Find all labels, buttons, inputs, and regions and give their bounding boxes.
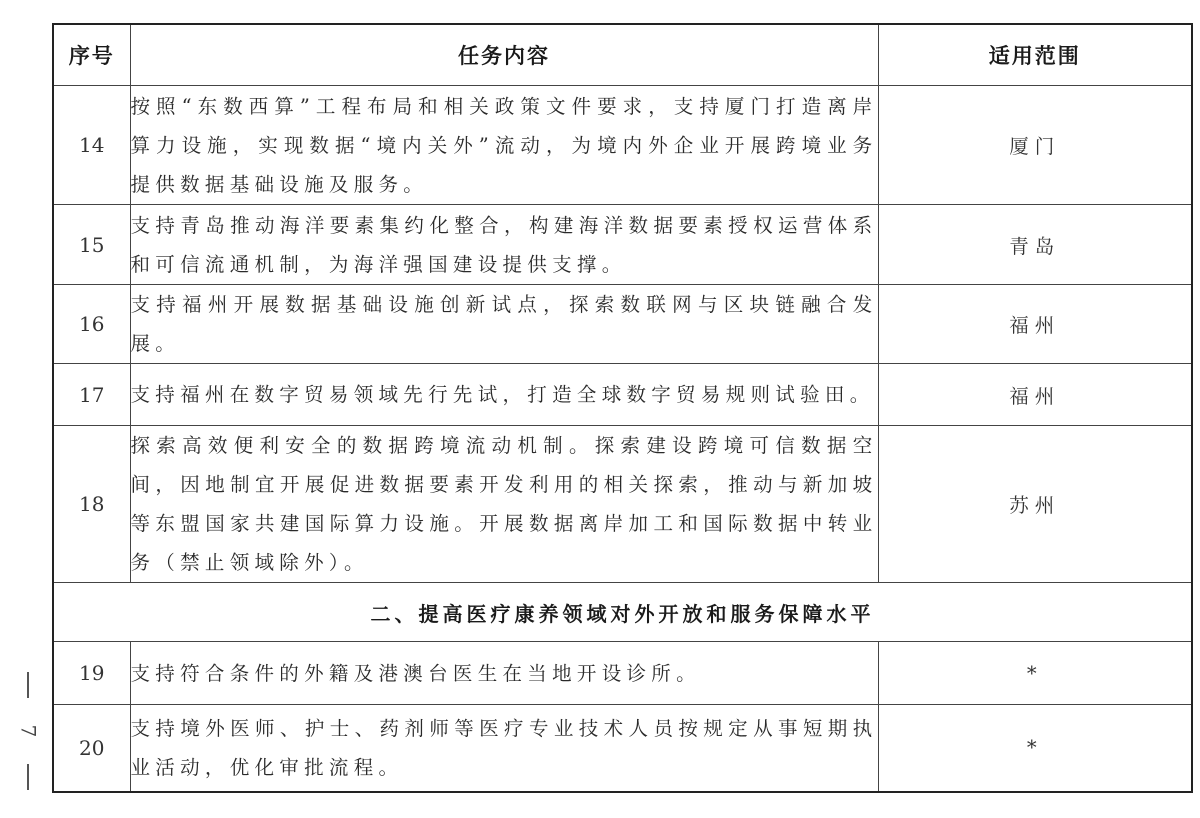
row-index: 14 (53, 86, 130, 205)
row-index: 19 (53, 642, 130, 705)
header-index: 序号 (53, 24, 130, 86)
row-index: 18 (53, 426, 130, 583)
section-heading: 二、提高医疗康养领域对外开放和服务保障水平 (53, 583, 1192, 642)
row-content: 支持福州在数字贸易领域先行先试，打造全球数字贸易规则试验田。 (130, 364, 878, 426)
row-scope: 厦门 (878, 86, 1192, 205)
section-heading-row (53, 583, 1192, 642)
row-content: 支持青岛推动海洋要素集约化整合，构建海洋数据要素授权运营体系和可信流通机制，为海洋强国建设提供支撑。 (130, 205, 878, 285)
row-scope: 福州 (878, 285, 1192, 364)
row-scope: 青岛 (878, 205, 1192, 285)
table-row (53, 642, 1192, 705)
row-content: 支持境外医师、护士、药剂师等医疗专业技术人员按规定从事短期执业活动，优化审批流程。 (130, 705, 878, 792)
table-row (53, 205, 1192, 285)
row-content: 探索高效便利安全的数据跨境流动机制。探索建设跨境可信数据空间，因地制宜开展促进数据要素开发利用的相关探索，推动与新加坡等东盟国家共建国际算力设施。开展数据离岸加工和国际数据中转业务（禁止领域除外）。 (130, 426, 878, 583)
header-content: 任务内容 (130, 24, 878, 86)
row-index: 15 (53, 205, 130, 285)
table-row (53, 364, 1192, 426)
row-index: 17 (53, 364, 130, 426)
row-index: 20 (53, 705, 130, 792)
page-number-marker (16, 672, 40, 790)
table-row (53, 86, 1192, 205)
row-scope: * (878, 705, 1192, 792)
table-row (53, 705, 1192, 792)
row-content: 支持符合条件的外籍及港澳台医生在当地开设诊所。 (130, 642, 878, 705)
table-row (53, 285, 1192, 364)
table-header-row (53, 24, 1192, 86)
row-index: 16 (53, 285, 130, 364)
row-content: 按照“东数西算”工程布局和相关政策文件要求，支持厦门打造离岸算力设施，实现数据“境内关外”流动，为境内外企业开展跨境业务提供数据基础设施及服务。 (130, 86, 878, 205)
row-content: 支持福州开展数据基础设施创新试点，探索数联网与区块链融合发展。 (130, 285, 878, 364)
row-scope: 福州 (878, 364, 1192, 426)
row-scope: 苏州 (878, 426, 1192, 583)
page-marker-dash-bottom (27, 764, 29, 790)
task-table (52, 23, 1193, 793)
page-marker-dash-top (27, 672, 29, 698)
header-scope: 适用范围 (878, 24, 1192, 86)
page-number: 7 (15, 724, 40, 738)
table-row (53, 426, 1192, 583)
row-scope: * (878, 642, 1192, 705)
